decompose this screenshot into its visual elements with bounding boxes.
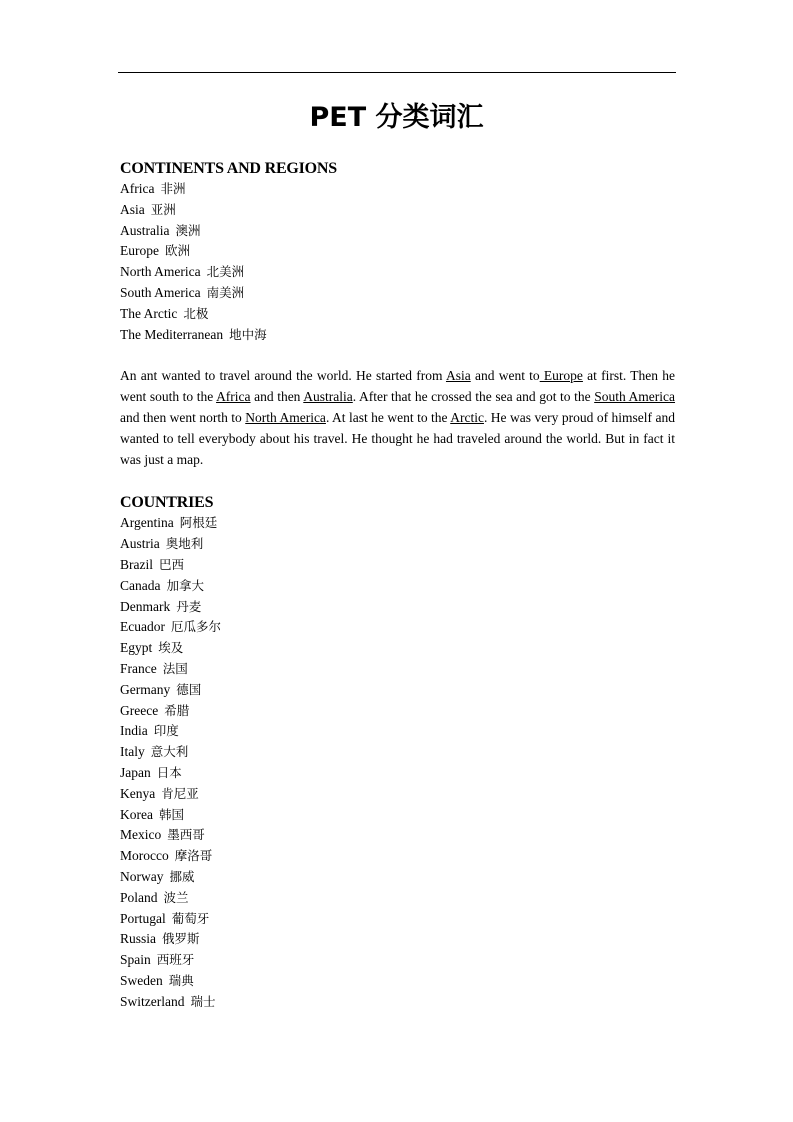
vocab-chinese: 厄瓜多尔 <box>170 619 221 635</box>
vocab-item <box>120 513 675 534</box>
vocab-item <box>120 805 675 826</box>
vocab-english: India <box>120 723 148 739</box>
vocab-item <box>120 576 675 597</box>
vocab-english: Switzerland <box>120 993 185 1009</box>
vocab-english: France <box>120 660 157 676</box>
header-rule <box>118 72 676 73</box>
vocab-chinese: 北美洲 <box>206 264 245 280</box>
vocab-chinese: 瑞士 <box>190 993 216 1009</box>
story-link-africa[interactable]: Africa <box>216 389 251 405</box>
vocab-english: The Mediterranean <box>120 326 224 342</box>
story-link-south-america[interactable]: South America <box>594 389 676 405</box>
vocab-english: Mexico <box>120 827 162 843</box>
vocab-english: Austria <box>120 536 160 552</box>
countries-section <box>120 492 675 1012</box>
vocab-english: South America <box>120 284 201 300</box>
vocab-item <box>120 680 675 701</box>
vocab-item <box>120 659 675 680</box>
vocab-english: Norway <box>120 868 164 884</box>
vocab-chinese: 丹麦 <box>176 598 202 614</box>
page-title: PET 分类词汇 <box>309 102 484 133</box>
vocab-english: Kenya <box>120 785 156 801</box>
vocab-item <box>120 721 675 742</box>
vocab-english: Spain <box>120 952 151 968</box>
story-link-north-america[interactable]: North America <box>245 409 326 425</box>
vocab-chinese: 地中海 <box>229 326 267 342</box>
vocab-item <box>120 304 675 325</box>
vocab-chinese: 法国 <box>162 660 188 676</box>
vocab-chinese: 肯尼亚 <box>161 785 199 801</box>
vocab-chinese: 俄罗斯 <box>162 931 200 947</box>
vocab-chinese: 墨西哥 <box>167 827 205 843</box>
vocab-english: North America <box>120 264 201 280</box>
vocab-english: Australia <box>120 222 170 238</box>
story-text: and then <box>250 389 304 405</box>
vocab-chinese: 巴西 <box>159 556 185 572</box>
vocab-english: Japan <box>120 764 151 780</box>
vocab-item <box>120 597 675 618</box>
continents-heading: CONTINENTS AND REGIONS <box>120 160 337 177</box>
continents-list <box>120 179 675 345</box>
vocab-chinese: 印度 <box>153 723 179 739</box>
vocab-item <box>120 846 675 867</box>
vocab-english: Greece <box>120 702 159 718</box>
vocab-english: Canada <box>120 577 161 593</box>
vocab-item <box>120 784 675 805</box>
countries-list <box>120 513 675 1012</box>
vocab-chinese: 摩洛哥 <box>174 848 213 864</box>
vocab-item <box>120 950 675 971</box>
vocab-item <box>120 283 675 304</box>
vocab-chinese: 奥地利 <box>165 536 204 552</box>
vocab-item <box>120 262 675 283</box>
vocab-chinese: 加拿大 <box>166 577 204 593</box>
story-text: at first. Then he went south to the <box>120 368 675 405</box>
vocab-item <box>120 555 675 576</box>
vocab-chinese: 葡萄牙 <box>171 910 210 926</box>
vocab-chinese: 阿根廷 <box>179 515 218 531</box>
vocab-english: Argentina <box>120 515 174 531</box>
vocab-chinese: 南美洲 <box>206 284 245 300</box>
vocab-item <box>120 241 675 262</box>
vocab-english: Denmark <box>120 598 171 614</box>
vocab-english: Europe <box>120 243 159 259</box>
vocab-chinese: 北极 <box>183 305 209 321</box>
vocab-item <box>120 888 675 909</box>
story-link-arctic[interactable]: Arctic <box>450 409 484 425</box>
vocab-item <box>120 909 675 930</box>
countries-heading: COUNTRIES <box>120 494 214 512</box>
vocab-item <box>120 701 675 722</box>
vocab-item <box>120 325 675 346</box>
vocab-english: Egypt <box>120 640 153 656</box>
story-text: . At last he went to the <box>325 409 451 425</box>
vocab-item <box>120 742 675 763</box>
vocab-item <box>120 221 675 242</box>
vocab-chinese: 亚洲 <box>150 201 176 217</box>
vocab-item <box>120 617 675 638</box>
vocab-chinese: 非洲 <box>160 181 186 196</box>
vocab-item <box>120 179 675 200</box>
vocab-item <box>120 638 675 659</box>
vocab-chinese: 日本 <box>156 764 182 780</box>
continents-section <box>120 158 675 345</box>
vocab-english: Italy <box>120 744 145 760</box>
vocab-english: Korea <box>120 806 153 822</box>
story-text: . After that he crossed the sea and got to the <box>352 389 595 405</box>
vocab-english: Poland <box>120 889 158 905</box>
vocab-item <box>120 534 675 555</box>
vocab-chinese: 意大利 <box>150 744 189 760</box>
vocab-item <box>120 200 675 221</box>
vocab-chinese: 希腊 <box>164 702 190 718</box>
story-link-europe[interactable]: Europe <box>539 368 583 384</box>
vocab-english: Russia <box>120 931 157 947</box>
vocab-item <box>120 992 675 1013</box>
vocab-chinese: 澳洲 <box>175 222 201 238</box>
vocab-chinese: 西班牙 <box>156 952 195 968</box>
page-content <box>120 158 675 1012</box>
vocab-english: Portugal <box>120 910 166 926</box>
vocab-chinese: 波兰 <box>163 889 189 905</box>
vocab-english: Ecuador <box>120 619 165 635</box>
vocab-english: Germany <box>120 681 171 697</box>
story-text: and went to <box>470 368 540 384</box>
vocab-item <box>120 825 675 846</box>
vocab-english: Africa <box>120 181 155 196</box>
vocab-chinese: 挪威 <box>169 868 195 884</box>
story-text: and then went north to <box>120 409 246 425</box>
vocab-english: The Arctic <box>120 305 178 321</box>
vocab-english: Asia <box>120 201 145 217</box>
vocab-chinese: 埃及 <box>158 640 184 656</box>
story-text: . He was very proud of himself and wanted to tell everybody about his travel. He thought he had traveled around the world. But in fact it was just a map. <box>120 409 675 467</box>
vocab-english: Sweden <box>120 972 163 988</box>
vocab-english: Morocco <box>120 848 169 864</box>
story-link-australia[interactable]: Australia <box>303 389 353 405</box>
vocab-chinese: 瑞典 <box>168 972 194 988</box>
vocab-item <box>120 971 675 992</box>
story-text: An ant wanted to travel around the world. He started from <box>120 368 446 384</box>
vocab-item <box>120 867 675 888</box>
vocab-english: Brazil <box>120 556 153 572</box>
vocab-chinese: 欧洲 <box>164 243 190 259</box>
vocab-chinese: 韩国 <box>158 806 184 822</box>
story-link-asia[interactable]: Asia <box>445 368 471 384</box>
story-paragraph <box>120 366 675 470</box>
vocab-chinese: 德国 <box>176 681 202 697</box>
vocab-item <box>120 763 675 784</box>
vocab-item <box>120 929 675 950</box>
